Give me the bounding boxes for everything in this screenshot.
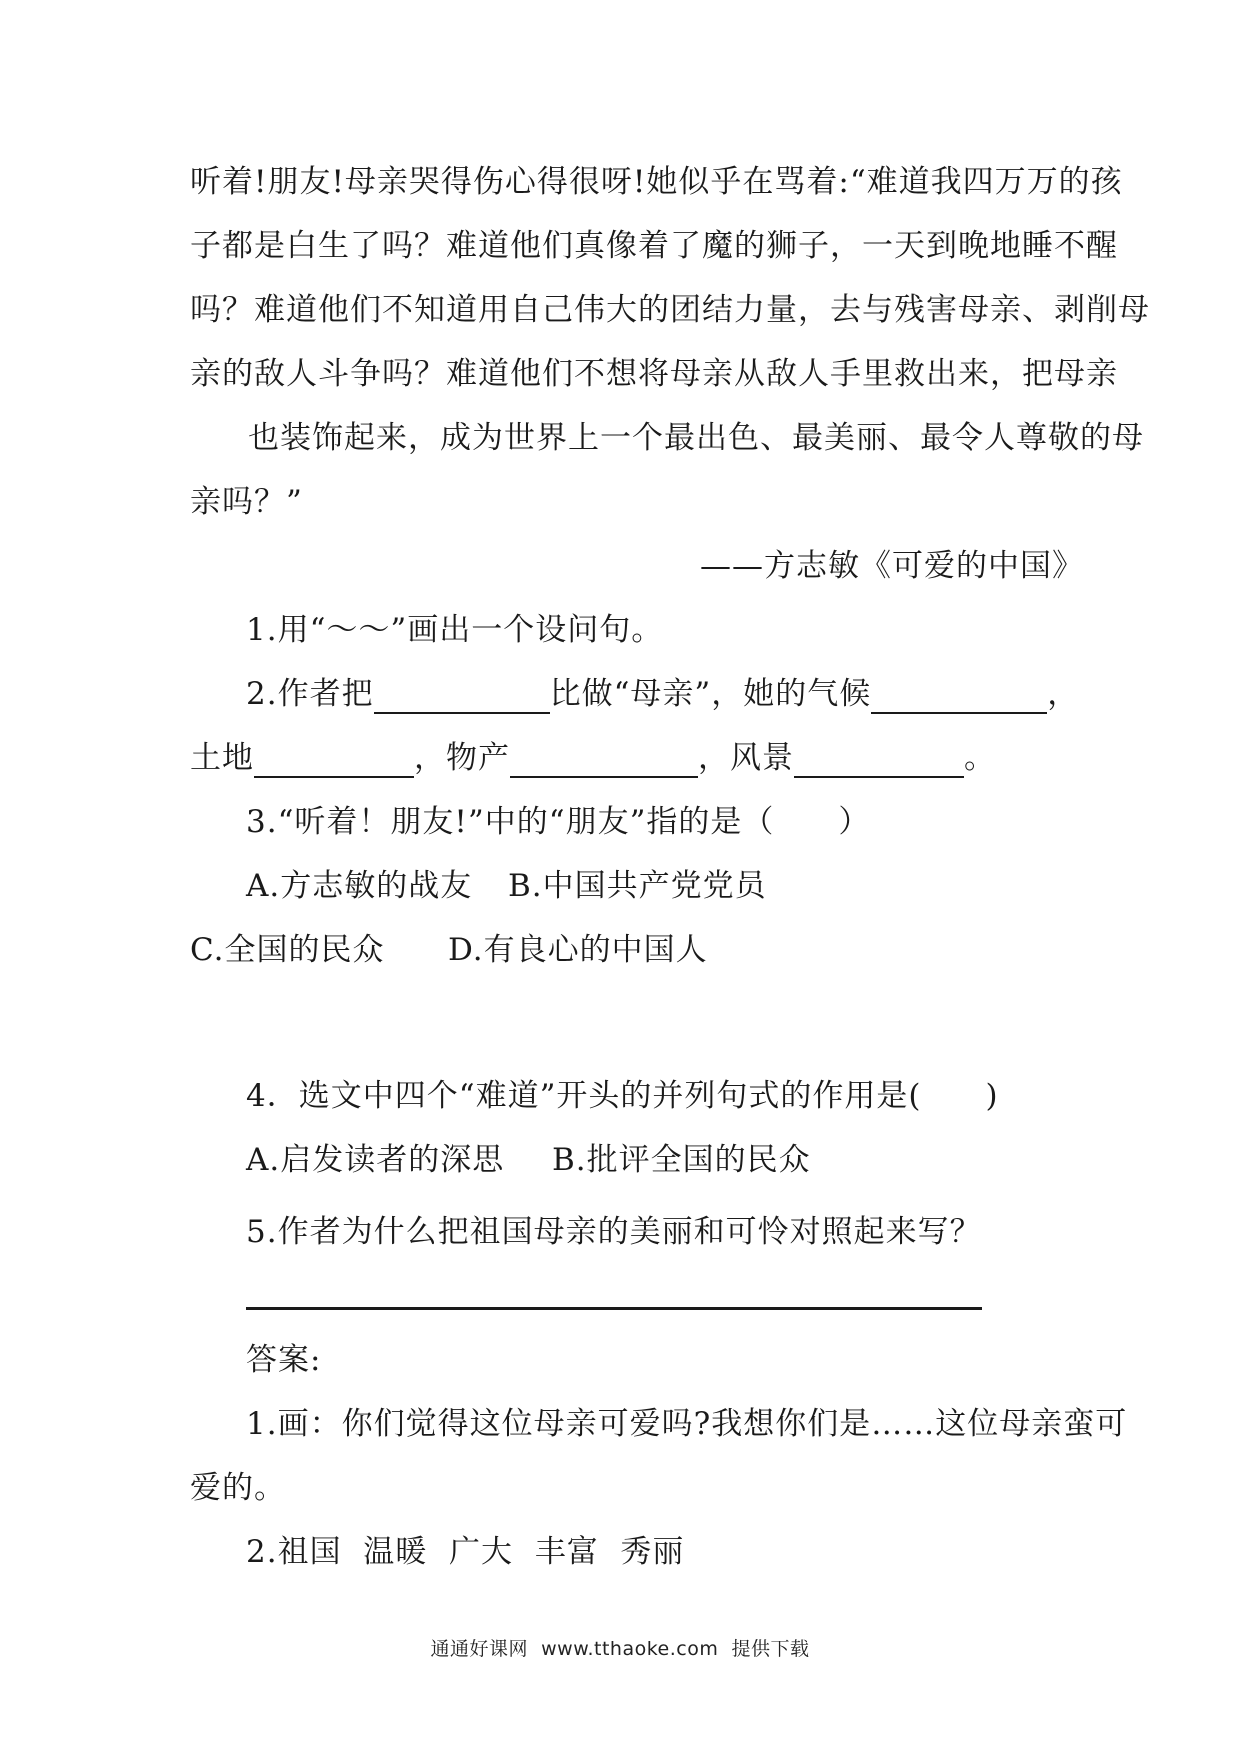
question-2-line-2 [190, 738, 996, 778]
passage-line-2: 子都是白生了吗？难道他们真像着了魔的狮子，一天到晚地睡不醒 [190, 228, 1118, 264]
blank-scenery[interactable] [794, 742, 964, 778]
passage-line-6: 亲吗？” [190, 484, 303, 520]
question-3-option-a: A.方志敏的战友 [246, 868, 473, 904]
question-3-option-b: B.中国共产党党员 [508, 868, 767, 904]
question-2-text-3: ， [1047, 676, 1080, 712]
answer-1-line-2: 爱的。 [190, 1470, 286, 1506]
blank-compared-object[interactable] [374, 678, 550, 714]
answers-heading: 答案: [246, 1342, 322, 1378]
question-3-option-c: C.全国的民众 [190, 932, 385, 968]
question-3-option-d: D.有良心的中国人 [448, 932, 708, 968]
question-2-text-4: 土地 [190, 740, 254, 776]
question-4-option-a: A.启发读者的深思 [246, 1142, 505, 1178]
question-2-text-6: ，风景 [698, 740, 794, 776]
question-2-text-5: ，物产 [414, 740, 510, 776]
question-2-text-1: 2.作者把 [246, 676, 374, 712]
passage-line-4: 亲的敌人斗争吗？难道他们不想将母亲从敌人手里救出来，把母亲 [190, 356, 1118, 392]
blank-products[interactable] [510, 742, 698, 778]
question-5: 5.作者为什么把祖国母亲的美丽和可怜对照起来写？ [246, 1214, 982, 1250]
blank-climate[interactable] [871, 678, 1047, 714]
question-2-text-2: 比做“母亲”，她的气候 [549, 676, 872, 712]
passage-line-5: 也装饰起来，成为世界上一个最出色、最美丽、最令人尊敬的母 [248, 420, 1144, 456]
blank-land[interactable] [254, 742, 414, 778]
passage-line-3: 吗？难道他们不知道用自己伟大的团结力量，去与残害母亲、剥削母 [190, 292, 1150, 328]
answer-line[interactable] [246, 1307, 982, 1310]
footer-source: 通通好课网 www.tthaoke.com 提供下载 [430, 1638, 810, 1660]
question-1: 1.用“～～”画出一个设问句。 [246, 612, 664, 648]
question-2-line-1 [246, 674, 1079, 714]
answer-2: 2.祖国 温暖 广大 丰富 秀丽 [246, 1534, 685, 1570]
question-4: 4．选文中四个“难道”开头的并列句式的作用是( ) [246, 1078, 999, 1114]
question-4-option-b: B.批评全国的民众 [552, 1142, 811, 1178]
question-3: 3.“听着！朋友!”中的“朋友”指的是（ ） [246, 804, 871, 840]
passage-attribution: ——方志敏《可爱的中国》 [700, 548, 1084, 584]
question-2-text-7: 。 [964, 740, 996, 776]
answer-1-line-1: 1.画：你们觉得这位母亲可爱吗?我想你们是……这位母亲蛮可 [246, 1406, 1128, 1442]
passage-line-1: 听着!朋友!母亲哭得伤心得很呀!她似乎在骂着:“难道我四万万的孩 [190, 164, 1123, 200]
